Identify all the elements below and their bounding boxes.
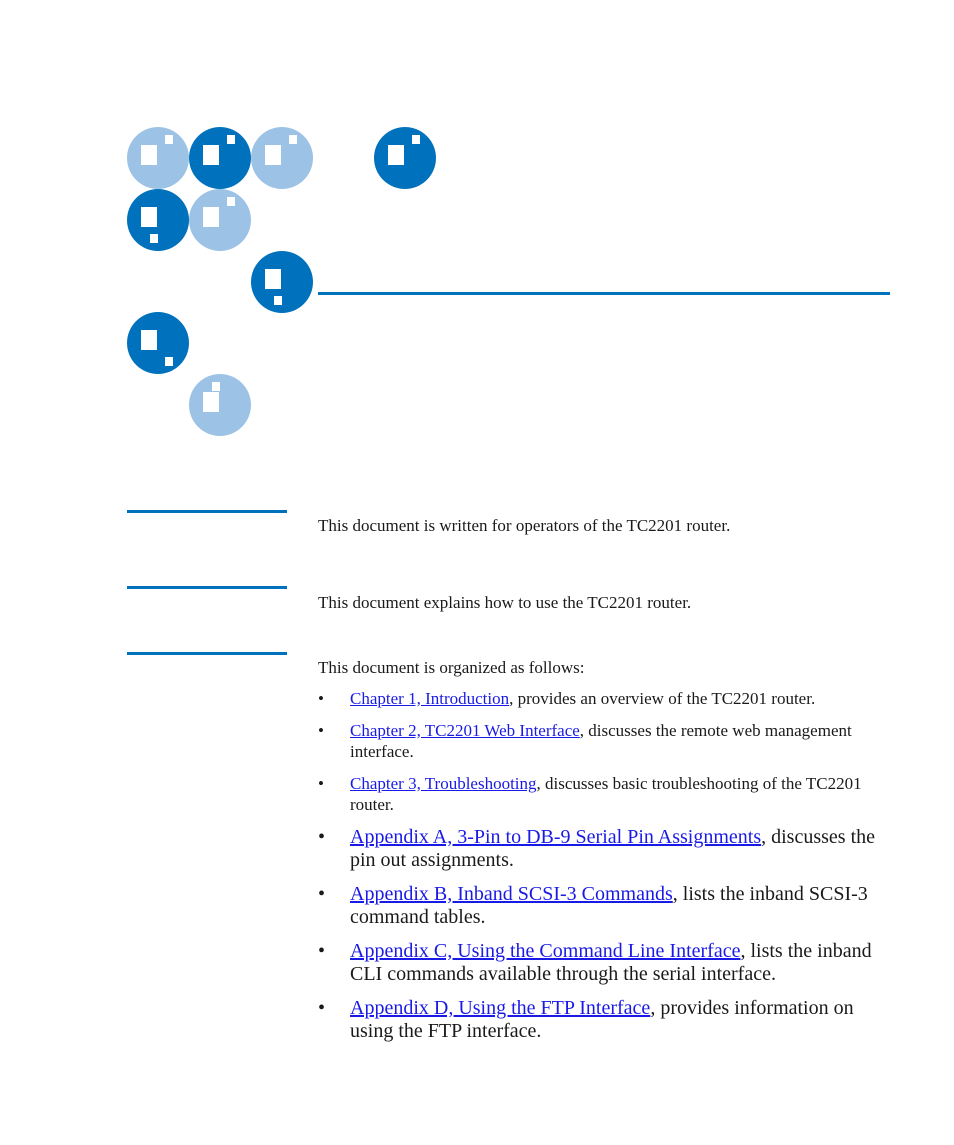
audience-paragraph: This document is written for operators of the TC2201 router. bbox=[318, 516, 731, 535]
bullet-icon: • bbox=[318, 774, 324, 793]
list-item bbox=[318, 883, 893, 929]
purpose-paragraph: This document explains how to use the TC2201 router. bbox=[318, 593, 692, 612]
bullet-icon: • bbox=[318, 940, 326, 962]
list-item-text: , provides information on using the FTP interface. bbox=[350, 997, 854, 1042]
link-chapter-3[interactable]: Chapter 3, Troubleshooting bbox=[350, 774, 537, 793]
link-chapter-1[interactable]: Chapter 1, Introduction bbox=[350, 689, 510, 708]
list-item-text: , provides an overview of the TC2201 router. bbox=[509, 689, 816, 708]
bullet-icon: • bbox=[318, 689, 324, 708]
link-chapter-2[interactable]: Chapter 2, TC2201 Web Interface bbox=[350, 721, 580, 740]
bullet-icon: • bbox=[318, 721, 324, 740]
link-appendix-c[interactable]: Appendix C, Using the Command Line Interface bbox=[350, 940, 741, 962]
list-item bbox=[318, 997, 893, 1043]
list-item-text: , discusses the remote web management interface. bbox=[350, 721, 852, 761]
list-item-text: , lists the inband CLI commands available through the serial interface. bbox=[350, 940, 872, 985]
link-appendix-a[interactable]: Appendix A, 3-Pin to DB-9 Serial Pin Assignments bbox=[350, 826, 762, 848]
brand-logo-graphic bbox=[0, 0, 954, 460]
section-rule-purpose bbox=[127, 586, 287, 589]
list-item bbox=[318, 940, 893, 986]
bullet-icon: • bbox=[318, 826, 326, 848]
list-item-text: , discusses basic troubleshooting of the TC2201 router. bbox=[350, 774, 862, 814]
list-item bbox=[318, 826, 893, 872]
bullet-icon: • bbox=[318, 997, 326, 1019]
link-appendix-d[interactable]: Appendix D, Using the FTP Interface bbox=[350, 997, 651, 1019]
list-item bbox=[318, 720, 893, 762]
link-appendix-b[interactable]: Appendix B, Inband SCSI-3 Commands bbox=[350, 883, 673, 905]
bullet-icon: • bbox=[318, 883, 326, 905]
list-item bbox=[318, 688, 893, 709]
document-organization-list bbox=[318, 688, 893, 1054]
list-item-text: , lists the inband SCSI-3 command tables. bbox=[350, 883, 868, 928]
organization-paragraph: This document is organized as follows: bbox=[318, 658, 585, 677]
list-item bbox=[318, 773, 893, 815]
section-rule-audience bbox=[127, 510, 287, 513]
section-rule-organization bbox=[127, 652, 287, 655]
chapter-title-rule bbox=[318, 292, 890, 295]
list-item-text: , discusses the pin out assignments. bbox=[350, 826, 876, 871]
